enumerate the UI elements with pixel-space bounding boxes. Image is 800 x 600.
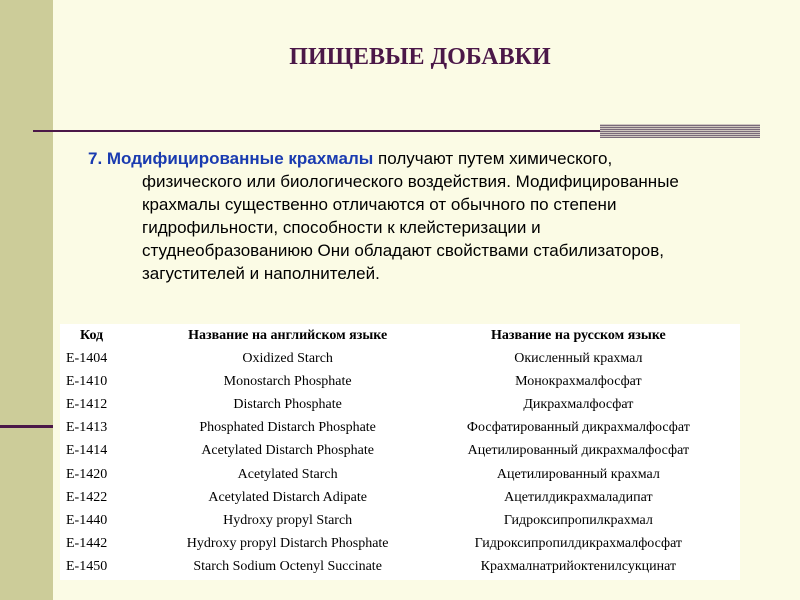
table-header-row [60, 324, 740, 347]
cell-code: E-1412 [66, 397, 108, 413]
cell-english-name: Starch Sodium Octenyl Succinate [193, 558, 382, 574]
side-decor-bar [0, 0, 53, 600]
header-english-name: Название на английском языке [188, 328, 388, 343]
header-russian-name: Название на русском языке [490, 328, 666, 343]
cell-english-name: Distarch Phosphate [233, 397, 342, 413]
cell-english-name: Acetylated Distarch Adipate [208, 489, 367, 505]
cell-code: E-1442 [66, 535, 108, 551]
cell-russian-name: Гидроксипропилкрахмал [503, 512, 653, 528]
hatch-decor [600, 124, 760, 138]
cell-english-name: Hydroxy propyl Distarch Phosphate [186, 535, 389, 551]
cell-russian-name: Окисленный крахмал [514, 351, 643, 367]
table-row [60, 486, 740, 509]
paragraph-line-3: крахмалы существенно отличаются от обычного по степени [142, 195, 617, 214]
table-row [60, 393, 740, 416]
cell-english-name: Oxidized Starch [242, 351, 333, 367]
table-row [60, 509, 740, 532]
cell-code: E-1413 [66, 420, 108, 436]
slide-title: ПИЩЕВЫЕ ДОБАВКИ [289, 44, 551, 70]
paragraph-line-1-text: получают путем химического, [373, 149, 613, 168]
cell-english-name: Acetylated Starch [237, 466, 338, 482]
table-row [60, 463, 740, 486]
cell-english-name: Acetylated Distarch Phosphate [201, 443, 374, 459]
table-row [60, 439, 740, 462]
table-row [60, 532, 740, 555]
additives-table [60, 324, 740, 578]
cell-code: E-1410 [66, 374, 108, 390]
cell-russian-name: Ацетилированный дикрахмалфосфат [467, 443, 690, 459]
cell-code: E-1450 [66, 558, 108, 574]
cell-russian-name: Ацетилированный крахмал [496, 466, 660, 482]
cell-code: E-1422 [66, 489, 108, 505]
cell-russian-name: Фосфатированный дикрахмалфосфат [466, 420, 690, 436]
paragraph-line-1 [88, 147, 778, 170]
paragraph-line-5: студнеобразованиюю Они обладают свойствами стабилизаторов, [142, 241, 665, 260]
table-row [60, 416, 740, 439]
table-row [60, 370, 740, 393]
paragraph-line-4: гидрофильности, способности к клейстеризации и [142, 218, 541, 237]
additives-table-box [60, 324, 740, 580]
table-row [60, 347, 740, 370]
cell-russian-name: Крахмалнатрийоктенилсукцинат [480, 558, 677, 574]
cell-code: E-1414 [66, 443, 108, 459]
paragraph-line-6: загустителей и наполнителей. [142, 264, 380, 283]
cell-russian-name: Монокрахмалфосфат [515, 374, 642, 390]
cell-code: E-1420 [66, 466, 108, 482]
cell-code: E-1440 [66, 512, 108, 528]
cell-english-name: Monostarch Phosphate [223, 374, 352, 390]
cell-russian-name: Ацетилдикрахмаладипат [504, 489, 653, 505]
cell-english-name: Phosphated Distarch Phosphate [199, 420, 376, 436]
cell-russian-name: Дикрахмалфосфат [523, 397, 634, 413]
paragraph-lead: 7. Модифицированные крахмалы [88, 149, 374, 168]
cell-english-name: Hydroxy propyl Starch [223, 512, 353, 528]
cell-code: E-1404 [66, 351, 108, 367]
cell-russian-name: Гидроксипропилдикрахмалфосфат [474, 535, 683, 551]
paragraph-line-2: физического или биологического воздействия. Модифицированные [142, 172, 679, 191]
table-row [60, 555, 740, 578]
header-code: Код [80, 328, 104, 343]
side-decor-line [0, 425, 53, 428]
description-paragraph [88, 147, 778, 285]
